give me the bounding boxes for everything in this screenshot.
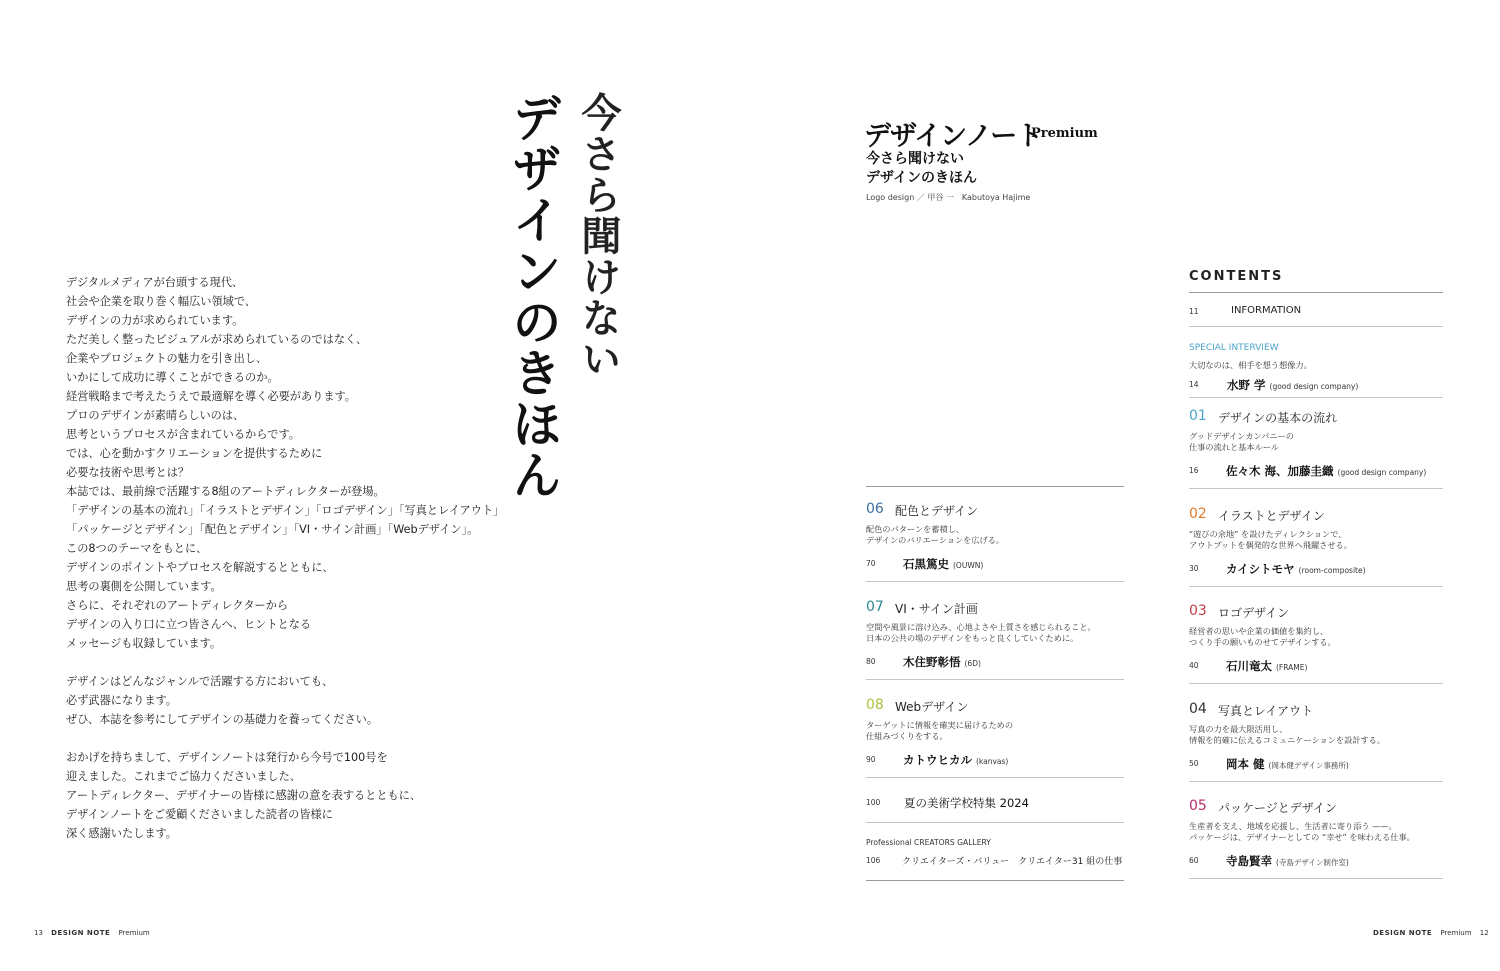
section-desc-line: “遊びの余地” を設けたディレクションで、 — [1189, 528, 1347, 539]
section-desc-line: パッケージは、デザイナーとしての “幸せ” を味わえる仕事。 — [1189, 832, 1415, 843]
section-desc-line: 情報を的確に伝えるコミュニケーションを設計する。 — [1189, 734, 1386, 745]
magazine-logo-edition: Premium — [1031, 126, 1098, 141]
contents-divider — [866, 679, 1124, 680]
intro-line: デザインのポイントやプロセスを解説するとともに、 — [66, 561, 334, 574]
section-desc-line: 生産者を支え、地域を応援し、生活者に寄り添う ——。 — [1189, 821, 1397, 832]
special-interview-person[interactable] — [1227, 377, 1358, 393]
contents-divider — [866, 777, 1124, 778]
special-feature-title[interactable]: 夏の美術学校特集 2024 — [904, 796, 1029, 810]
person-name: 木住野彰悟 — [903, 654, 961, 669]
section-page: 50 — [1189, 758, 1199, 768]
person-name: カイシトモヤ — [1226, 561, 1295, 576]
intro-line: さらに、それぞれのアートディレクターから — [66, 599, 289, 612]
contents-divider — [866, 880, 1124, 881]
section-page: 16 — [1189, 466, 1199, 475]
special-interview-label: SPECIAL INTERVIEW — [1189, 343, 1279, 353]
section-desc-line: グッドデザインカンパニーの — [1189, 431, 1294, 441]
intro-line: では、心を動かすクリエーションを提供するために — [66, 447, 323, 460]
section-person[interactable] — [1226, 658, 1307, 674]
footer-left-edition: Premium — [118, 929, 150, 937]
issue-subtitle-line-1: 今さら聞けない — [866, 151, 964, 167]
contents-divider — [1189, 683, 1443, 684]
intro-line: いかにして成功に導くことができるのか。 — [66, 371, 279, 384]
section-number: 06 — [866, 501, 884, 517]
intro-line: デザインノートをご愛顧くださいました読者の皆様に — [66, 808, 333, 821]
section-desc-line: 仕事の流れと基本ルール — [1189, 442, 1279, 452]
section-person[interactable] — [903, 752, 1008, 768]
person-name: カトウヒカル — [903, 752, 972, 767]
section-page: 30 — [1189, 563, 1199, 573]
person-name: 寺島賢幸 — [1226, 854, 1272, 869]
section-desc-line: 配色のパターンを蓄積し、 — [866, 524, 965, 534]
intro-line: 「パッケージとデザイン」「配色とデザイン」「VI・サイン計画」「Webデザイン」。 — [66, 523, 479, 536]
person-affiliation: (good design company) — [1337, 468, 1427, 477]
contents-divider — [1189, 488, 1443, 489]
intro-paragraph-1 — [66, 273, 505, 653]
section-number: 08 — [866, 696, 884, 713]
person-affiliation: (kanvas) — [976, 756, 1009, 766]
section-person[interactable] — [1226, 756, 1349, 772]
section-page: 90 — [866, 754, 876, 764]
person-affiliation: (OUWN) — [953, 561, 984, 570]
contents-divider — [1189, 586, 1443, 587]
intro-line: 迎えました。これまでご協力くださいました、 — [66, 770, 301, 783]
intro-line: 思考の裏側を公開しています。 — [66, 580, 222, 593]
page-title-line-1: 今さら聞けない — [575, 92, 621, 379]
section-number: 07 — [866, 598, 884, 615]
section-desc-line: 仕組みづくりをする。 — [866, 730, 948, 741]
contents-divider — [1189, 292, 1443, 293]
intro-text — [66, 273, 505, 862]
section-desc-line: 空間や風景に溶け込み、心地よさや上質さを感じられること。 — [866, 621, 1096, 632]
person-name: 石黒篤史 — [903, 557, 949, 571]
section-person[interactable] — [1226, 853, 1349, 869]
section-number: 02 — [1189, 505, 1207, 522]
contents-divider — [1189, 397, 1443, 398]
gallery-label: Professional CREATORS GALLERY — [866, 838, 991, 847]
intro-line: デザインの力が求められています。 — [66, 314, 244, 327]
section-title[interactable]: 配色とデザイン — [895, 504, 979, 518]
section-title[interactable]: Webデザイン — [895, 699, 969, 714]
person-affiliation: (岡本健デザイン事務所) — [1268, 760, 1349, 770]
footer-right-page: 12 — [1479, 929, 1489, 937]
intro-line: 「デザインの基本の流れ」「イラストとデザイン」「ロゴデザイン」「写真とレイアウト」 — [66, 504, 505, 517]
intro-line: おかげを持ちまして、デザインノートは発行から今号で100号を — [66, 751, 388, 764]
special-interview-desc: 大切なのは、相手を想う想像力。 — [1189, 360, 1312, 370]
footer-right-brand: DESIGN NOTE — [1373, 929, 1433, 937]
person-name: 岡本 健 — [1226, 756, 1265, 771]
section-title[interactable]: VI・サイン計画 — [895, 601, 978, 616]
section-desc-line: アウトプットを偶発的な世界へ飛躍させる。 — [1189, 539, 1352, 550]
page-title-line-2: デザインのきほん — [504, 92, 562, 500]
section-person[interactable] — [1226, 561, 1366, 577]
footer-left-brand: DESIGN NOTE — [51, 929, 111, 937]
section-number: 04 — [1189, 700, 1207, 717]
contents-divider — [1189, 326, 1443, 327]
section-number: 03 — [1189, 603, 1207, 620]
special-feature-page: 100 — [866, 798, 881, 807]
section-title[interactable]: イラストとデザイン — [1218, 508, 1325, 523]
footer-right — [1373, 929, 1489, 937]
intro-line: 社会や企業を取り巻く幅広い領域で、 — [66, 295, 256, 308]
footer-left-page: 13 — [34, 929, 43, 937]
person-name: 佐々木 海、加藤圭織 — [1226, 464, 1334, 478]
contents-divider — [866, 822, 1124, 823]
intro-line: デジタルメディアが台頭する現代、 — [66, 276, 244, 289]
person-affiliation: (FRAME) — [1276, 663, 1308, 673]
footer-right-edition: Premium — [1440, 929, 1472, 937]
intro-line: デザインの入り口に立つ皆さんへ、ヒントとなる — [66, 618, 312, 631]
intro-line: 本誌では、最前線で活躍する8組のアートディレクターが登場。 — [66, 485, 385, 498]
intro-line: ただ美しく整ったビジュアルが求められているのではなく、 — [66, 333, 368, 346]
contents-divider — [866, 486, 1124, 487]
section-title[interactable]: パッケージとデザイン — [1218, 801, 1337, 816]
section-desc-line: 日本の公共の場のデザインをもっと良くしていくために。 — [866, 632, 1079, 643]
information-page: 11 — [1189, 307, 1199, 316]
section-desc-line: デザインのバリエーションを広げる。 — [866, 535, 1005, 545]
footer-left — [34, 929, 150, 937]
intro-line: アートディレクター、デザイナーの皆様に感謝の意を表するとともに、 — [66, 789, 422, 802]
section-desc-line: つくり手の願いものせてデザインする。 — [1189, 637, 1336, 648]
intro-line: メッセージも収録しています。 — [66, 637, 222, 650]
section-title[interactable]: ロゴデザイン — [1218, 606, 1290, 621]
intro-line: 必ず武器になります。 — [66, 694, 177, 707]
intro-paragraph-3 — [66, 748, 486, 843]
section-title[interactable]: 写真とレイアウト — [1218, 703, 1314, 718]
intro-paragraph-2 — [66, 672, 486, 729]
section-title[interactable]: デザインの基本の流れ — [1218, 411, 1338, 425]
section-desc-line: 写真の力を最大限活用し、 — [1189, 723, 1288, 734]
intro-line: 企業やプロジェクトの魅力を引き出し、 — [66, 352, 268, 365]
issue-subtitle-line-2: デザインのきほん — [866, 170, 978, 186]
contents-heading: CONTENTS — [1189, 269, 1284, 284]
section-number: 05 — [1189, 798, 1207, 815]
intro-line: この8つのテーマをもとに、 — [66, 542, 208, 555]
intro-line: 思考というプロセスが含まれているからです。 — [66, 428, 300, 441]
section-person[interactable] — [903, 654, 981, 670]
special-interview-page: 14 — [1189, 380, 1199, 389]
contents-divider — [866, 581, 1124, 582]
section-desc-line: 経営者の思いや企業の価値を集約し、 — [1189, 626, 1329, 637]
intro-line: 必要な技術や思考とは？ — [66, 466, 190, 479]
section-page: 60 — [1189, 856, 1199, 866]
intro-line: プロのデザインが素晴らしいのは、 — [66, 409, 245, 422]
person-affiliation: (room-composite) — [1298, 565, 1366, 575]
section-number: 01 — [1189, 408, 1207, 424]
gallery-page: 106 — [866, 856, 881, 865]
person-name: 石川竜太 — [1226, 659, 1272, 674]
magazine-logo: デザインノート — [864, 121, 1043, 152]
person-name: 水野 学 — [1227, 378, 1266, 392]
contents-divider — [1189, 878, 1443, 879]
contents-divider — [1189, 781, 1443, 782]
person-affiliation: (6D) — [964, 658, 981, 668]
intro-line: ぜひ、本誌を参考にしてデザインの基礎力を養ってください。 — [66, 713, 379, 726]
intro-line: デザインはどんなジャンルで活躍する方においても、 — [66, 675, 334, 688]
section-person[interactable] — [903, 556, 983, 572]
person-affiliation: (good design company) — [1269, 382, 1359, 391]
section-page: 40 — [1189, 661, 1199, 671]
section-person[interactable] — [1226, 463, 1426, 479]
intro-line: 経営戦略まで考えたうえで最適解を導く必要があります。 — [66, 390, 356, 403]
person-affiliation: (寺島デザイン制作室) — [1276, 858, 1349, 868]
logo-credit: Logo design ／ 甲谷 一 Kabutoya Hajime — [866, 193, 1031, 202]
section-page: 70 — [866, 559, 876, 568]
issue-subtitle — [866, 150, 977, 188]
section-desc-line: ターゲットに情報を確実に届けるための — [866, 719, 1014, 730]
section-page: 80 — [866, 656, 876, 666]
intro-line: 深く感謝いたします。 — [66, 827, 177, 840]
information-label[interactable]: INFORMATION — [1231, 305, 1302, 316]
gallery-title[interactable]: クリエイターズ・バリュー クリエイター31 組の仕事 — [902, 857, 1123, 867]
